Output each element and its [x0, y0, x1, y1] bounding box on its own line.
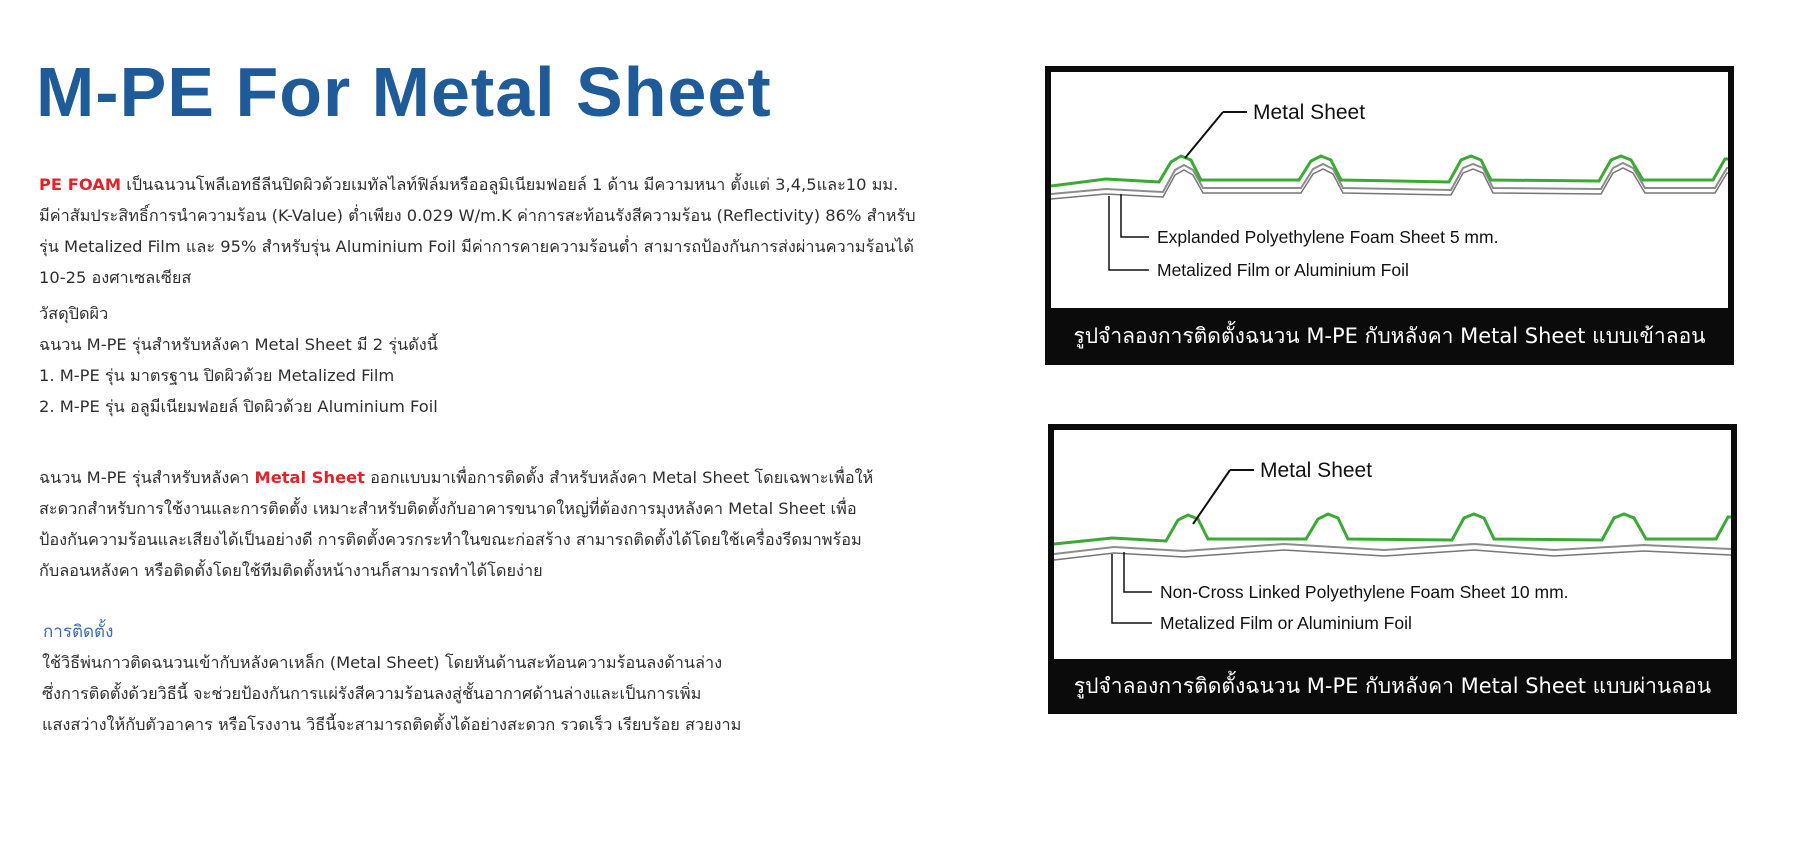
design-line-2: สะดวกสำหรับการใช้งานและการติดตั้ง เหมาะสำหรับติดตั้งกับอาคารขนาดใหญ่ที่ต้องการมุงหลังคา Metal Sheet เพื่อ: [39, 499, 857, 518]
label-metal-sheet: Metal Sheet: [1260, 459, 1373, 482]
leader-foam: [1124, 552, 1152, 592]
design-line-1-start: ฉนวน M-PE รุ่นสำหรับหลังคา: [39, 468, 255, 487]
figure-2-diagram: [1054, 430, 1731, 659]
figure-1-caption: รูปจำลองการติดตั้งฉนวน M-PE กับหลังคา Metal Sheet แบบเข้าลอน: [1073, 324, 1706, 348]
film-line: [1054, 550, 1731, 560]
intro-paragraph: [39, 169, 939, 293]
installation-line-2: ซึ่งการติดตั้งด้วยวิธีนี้ จะช่วยป้องกันการแผ่รังสีความร้อนลงสู่ชั้นอากาศด้านล่างและเป็นการเพิ่ม: [42, 684, 702, 703]
design-paragraph: [39, 462, 939, 586]
foam-line: [1051, 163, 1728, 194]
materials-lead: ฉนวน M-PE รุ่นสำหรับหลังคา Metal Sheet มี 2 รุ่นดังนี้: [39, 335, 438, 354]
installation-paragraph: [42, 647, 741, 740]
figure-1-diagram: [1051, 72, 1728, 308]
label-foam: Non-Cross Linked Polyethylene Foam Sheet 10 mm.: [1160, 582, 1569, 602]
intro-line-1: [39, 169, 939, 200]
design-line-4: กับลอนหลังคา หรือติดตั้งโดยใช้ทีมติดตั้งหน้างานก็สามารถทำได้โดยง่าย: [39, 561, 543, 580]
design-line-3: ป้องกันความร้อนและเสียงได้เป็นอย่างดี การติดตั้งควรกระทำในขณะก่อสร้าง สามารถติดตั้งได้โดยใช้เครื่องรีดมาพร้อม: [39, 530, 862, 549]
materials-section: [39, 298, 438, 422]
figure-in-corrugation: [1045, 66, 1734, 365]
intro-line-2: มีค่าสัมประสิทธิ์การนำความร้อน (K-Value) ต่ำเพียง 0.029 W/m.K ค่าการสะท้อนรังสีความร้อน (Reflectivity) 86% สำหรับ: [39, 206, 916, 225]
leader-metal-sheet: [1193, 470, 1230, 524]
metal-sheet-line: [1054, 514, 1731, 544]
label-film: Metalized Film or Aluminium Foil: [1157, 260, 1409, 280]
corrugated-roof-diagram-1: [1051, 72, 1728, 308]
design-line-1-end: ออกแบบมาเพื่อการติดตั้ง สำหรับหลังคา Metal Sheet โดยเฉพาะเพื่อให้: [364, 468, 874, 487]
label-film: Metalized Film or Aluminium Foil: [1160, 613, 1412, 633]
label-metal-sheet: Metal Sheet: [1253, 101, 1366, 124]
corrugated-roof-diagram-2: [1054, 430, 1731, 659]
intro-line-1-text: เป็นฉนวนโพลีเอทธีลีนปิดผิวด้วยเมทัลไลท์ฟิล์มหรืออลูมิเนียมฟอยล์ 1 ด้าน มีความหนา ตั้งแต่ 3,4,5และ10 มม.: [121, 175, 899, 194]
materials-heading: วัสดุปิดผิว: [39, 304, 109, 323]
metal-sheet-highlight: Metal Sheet: [254, 468, 365, 487]
pe-foam-highlight: PE FOAM: [39, 175, 122, 194]
page-title: M-PE For Metal Sheet: [36, 53, 772, 131]
leader-metal-sheet: [1185, 112, 1223, 158]
leader-foam: [1121, 194, 1149, 237]
design-line-1: [39, 462, 939, 493]
figure-2-caption: รูปจำลองการติดตั้งฉนวน M-PE กับหลังคา Metal Sheet แบบผ่านลอน: [1073, 674, 1712, 698]
installation-line-1: ใช้วิธีพ่นกาวติดฉนวนเข้ากับหลังคาเหล็ก (Metal Sheet) โดยหันด้านสะท้อนความร้อนลงด้านล่าง: [42, 653, 723, 672]
label-foam: Explanded Polyethylene Foam Sheet 5 mm.: [1157, 227, 1499, 247]
materials-item-foil: 2. M-PE รุ่น อลูมีเนียมฟอยล์ ปิดผิวด้วย Aluminium Foil: [39, 397, 438, 416]
metal-sheet-line: [1051, 156, 1728, 186]
intro-line-3: รุ่น Metalized Film และ 95% สำหรับรุ่น Aluminium Foil มีค่าการคายความร้อนต่ำ สามารถป้องกันการส่งผ่านความร้อนได้: [39, 237, 914, 256]
materials-item-standard: 1. M-PE รุ่น มาตรฐาน ปิดผิวด้วย Metalized Film: [39, 366, 395, 385]
film-line: [1051, 168, 1728, 199]
figure-through-corrugation: [1048, 424, 1737, 714]
leader-film: [1112, 554, 1152, 623]
installation-line-3: แสงสว่างให้กับตัวอาคาร หรือโรงงาน วิธีนี้จะสามารถติดตั้งได้อย่างสะดวก รวดเร็ว เรียบร้อย สวยงาม: [42, 715, 742, 734]
intro-line-4: 10-25 องศาเซลเซียส: [39, 268, 192, 287]
leader-film: [1109, 196, 1149, 270]
installation-heading: การติดตั้ง: [43, 622, 114, 642]
